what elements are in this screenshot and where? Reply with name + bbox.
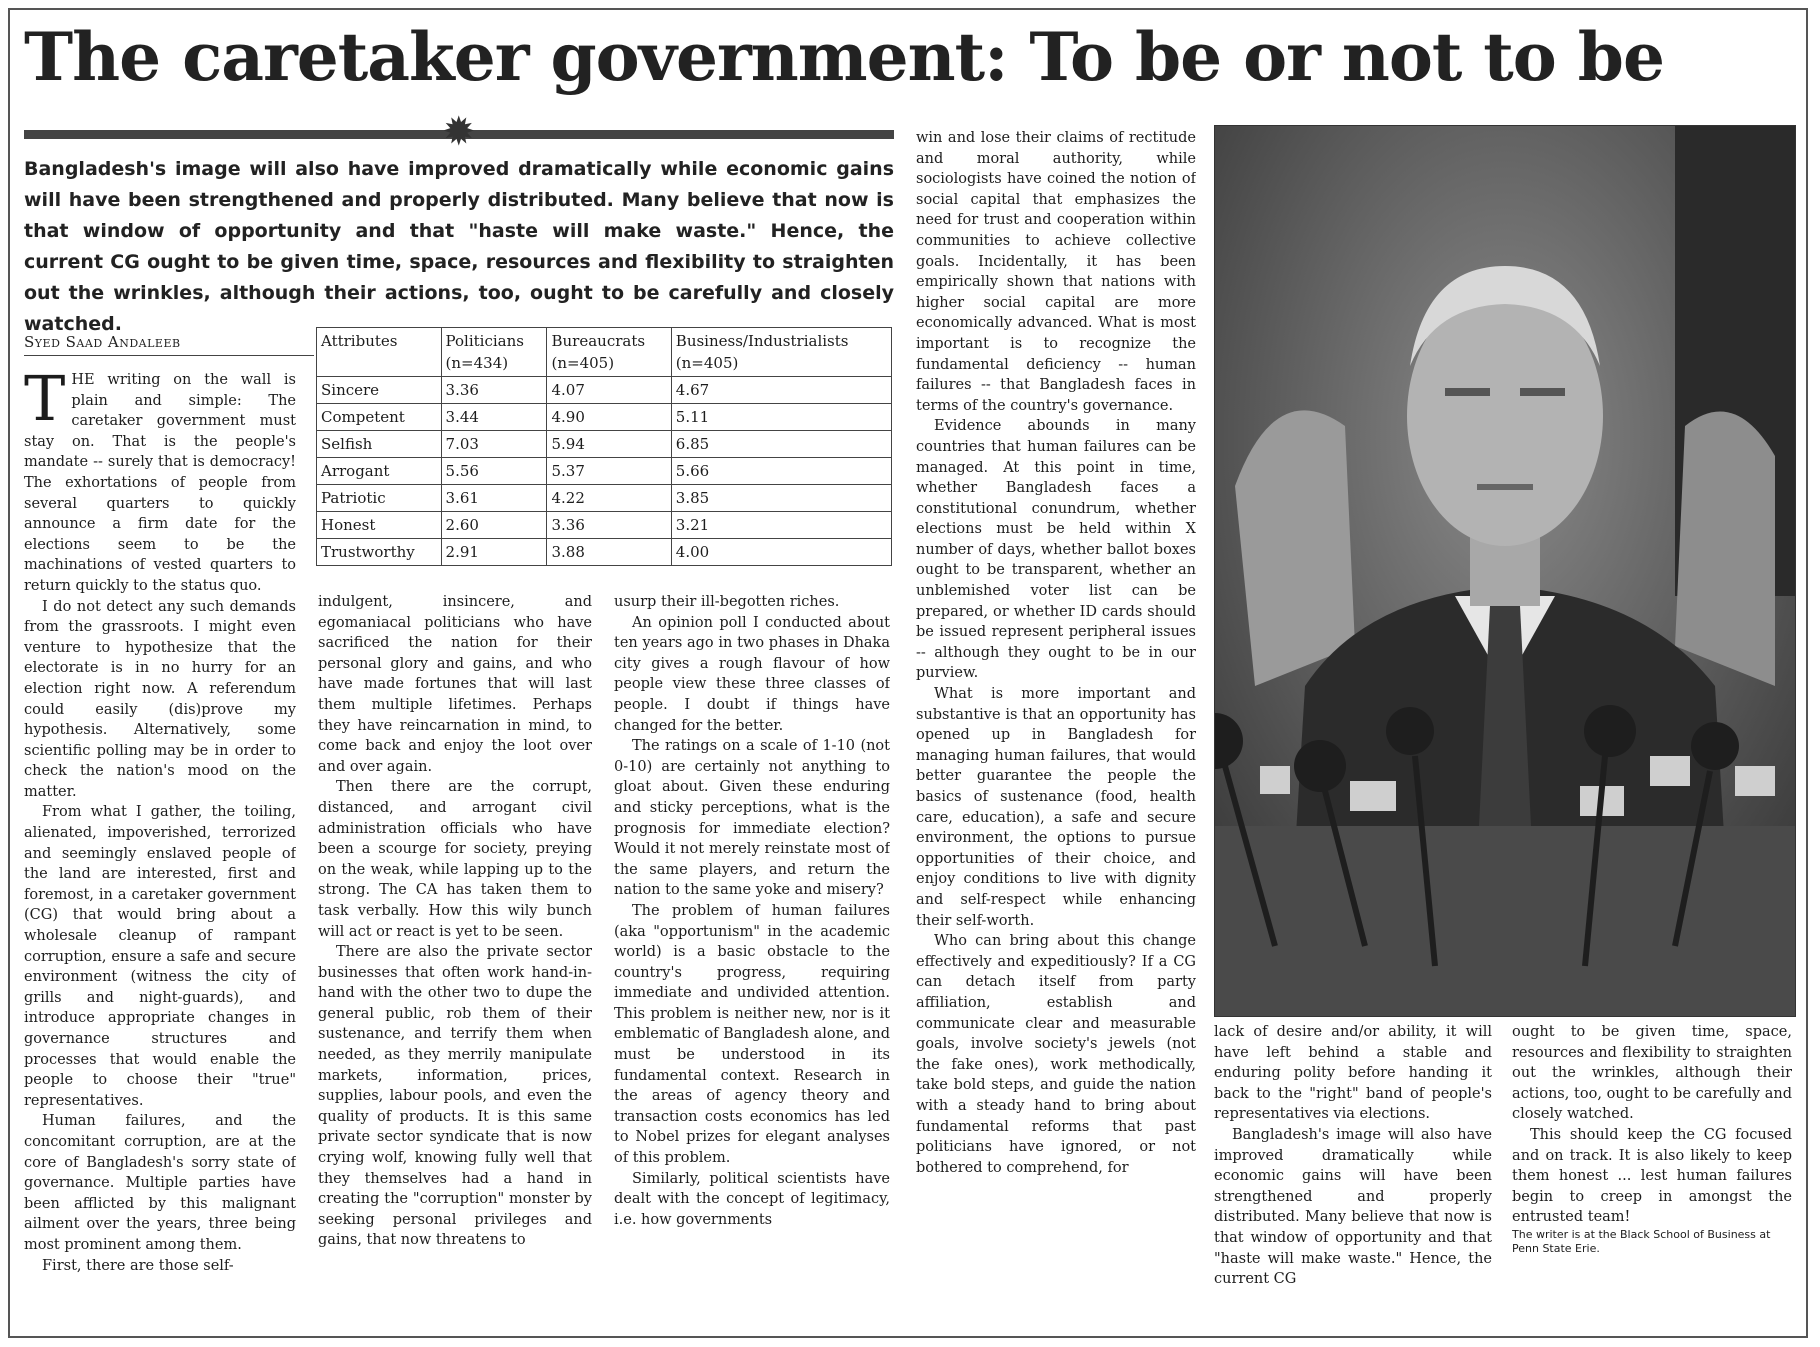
paragraph: This should keep the CG focused and on track. It is also likely to keep them honest ... lest human failures begin to creep in amongst the entrusted team! [1512, 1126, 1792, 1226]
article-column-3 [614, 592, 890, 1332]
table-cell: 7.03 [441, 431, 547, 458]
article-column-2 [318, 592, 592, 1332]
drop-cap: T [24, 370, 66, 435]
table-cell: Sincere [317, 377, 442, 404]
paragraph: win and lose their claims of rectitude and moral authority, while sociologists have coined the notion of social capital that emphasizes the need for trust and cooperation within communities to achieve collective goals. Incidentally, it has been empirically shown that nations with higher social capital are more economically advanced. What is most important is to recognize the fundamental deficiency -- human failures -- that Bangladesh faces in terms of the country's governance. [916, 130, 1196, 414]
table-cell: 5.66 [671, 458, 891, 485]
paragraph: THE writing on the wall is plain and simple: The caretaker government must stay on. That is the people's mandate -- surely that is democracy! The exhortations of people from several quarters to quickly announce a firm date for the elections seem to be the machinations of vested quarters to return quickly to the status quo. [24, 370, 296, 594]
table-cell: 4.07 [547, 377, 671, 404]
table-row [317, 539, 892, 566]
paragraph: The problem of human failures (aka "opportunism" in the academic world) is a basic obstacle to the country's progress, requiring immediate and undivided attention. This problem is neither new, nor is it emblematic of Bangladesh alone, and must be understood in its fundamental context. Research in the areas of agency theory and transaction costs economics has led to Nobel prizes for elegant analyses of this problem. [614, 902, 890, 1167]
table-cell: Patriotic [317, 485, 442, 512]
ratings-table [316, 327, 892, 566]
table-cell: Competent [317, 404, 442, 431]
table-cell: Trustworthy [317, 539, 442, 566]
table-cell: 2.91 [441, 539, 547, 566]
table-cell: 3.88 [547, 539, 671, 566]
table-cell: 4.67 [671, 377, 891, 404]
table-cell: 3.44 [441, 404, 547, 431]
table-header-cell: Politicians (n=434) [441, 328, 547, 377]
paragraph: Evidence abounds in many countries that human failures can be managed. At this point in time, whether Bangladesh faces a constitutional conundrum, whether elections must be held within X number of days, whether ballot boxes ought to be transparent, whether an unblemished voter list can be prepared, or whether ID cards should be issued represent peripheral issues -- although they ought to be in our purview. [916, 418, 1196, 682]
table-cell: 3.21 [671, 512, 891, 539]
paragraph: usurp their ill-begotten riches. [614, 594, 840, 610]
byline: Syed Saad Andaleeb [24, 333, 314, 356]
portrait-photo [1214, 125, 1796, 1017]
starburst-icon: ✹ [442, 109, 476, 155]
headline: The caretaker government: To be or not to be [24, 18, 1664, 96]
table-cell: 4.00 [671, 539, 891, 566]
table-cell: Selfish [317, 431, 442, 458]
table-cell: 3.36 [441, 377, 547, 404]
table-cell: 4.90 [547, 404, 671, 431]
table-cell: 3.61 [441, 485, 547, 512]
table-header-cell: Attributes [317, 328, 442, 377]
table-cell: 6.85 [671, 431, 891, 458]
table-cell: 5.94 [547, 431, 671, 458]
paragraph: Bangladesh's image will also have improved dramatically while economic gains will have been strengthened and properly distributed. Many believe that now is that window of opportunity and that "haste will make waste." Hence, the current CG [1214, 1126, 1492, 1288]
article-column-4 [916, 128, 1196, 1330]
table-cell: Arrogant [317, 458, 442, 485]
author-note: The writer is at the Black School of Business at Penn State Erie. [1512, 1227, 1771, 1255]
paragraph: lack of desire and/or ability, it will have left behind a stable and enduring polity before handing it back to the "right" band of people's representatives via elections. [1214, 1024, 1492, 1123]
paragraph: Then there are the corrupt, distanced, and arrogant civil administration officials who have been a scourge for society, preying on the weak, while lapping up to the strong. The CA has taken them to task verbally. How this wily bunch will act or react is yet to be seen. [318, 779, 592, 940]
paragraph: The ratings on a scale of 1-10 (not 0-10) are certainly not anything to gloat about. Given these enduring and sticky perceptions, what is the prognosis for immediate election? Would it not merely reinstate most of the same players, and return the nation to the same yoke and misery? [614, 738, 890, 899]
paragraph: Human failures, and the concomitant corruption, are at the core of Bangladesh's sorry state of governance. Multiple parties have been afflicted by this malignant ailment over the years, three being most prominent among them. [24, 1113, 296, 1253]
paragraph: What is more important and substantive is that an opportunity has opened up in Bangladesh for managing human failures, that would better guarantee the people the basics of sustenance (food, health care, education), a safe and secure environment, the options to pursue opportunities of their choice, and enjoy conditions to live with dignity and self-respect while enhancing their self-worth. [916, 686, 1196, 929]
paragraph: Who can bring about this change effectively and expeditiously? If a CG can detach itself from party affiliation, establish and communicate clear and measurable goals, involve society's jewels (not the fake ones), work methodically, take bold steps, and guide the nation with a steady hand to bring about fundamental reforms that past politicians have ignored, or not bothered to comprehend, for [916, 933, 1196, 1176]
table-row [317, 377, 892, 404]
table-header-cell: Bureaucrats (n=405) [547, 328, 671, 377]
table-row [317, 458, 892, 485]
paragraph: First, there are those self- [42, 1257, 234, 1274]
table-row [317, 512, 892, 539]
paragraph: There are also the private sector businesses that often work hand-in-hand with the other two to dupe the general public, rob them of their sustenance, and terrify them when needed, as they merrily manipulate markets, information, prices, supplies, labour pools, and even the quality of products. It is this same private sector syndicate that is now crying wolf, knowing fully well that they themselves had a hand in creating the "corruption" monster by seeking personal privileges and gains, that now threatens to [318, 944, 592, 1249]
table-header-cell: Business/Industrialists (n=405) [671, 328, 891, 377]
paragraph: indulgent, insincere, and egomaniacal politicians who have sacrificed the nation for their personal glory and gains, and who have made fortunes that will last them multiple lifetimes. Perhaps they have reincarnation in mind, to come back and enjoy the loot over and over again. [318, 594, 592, 775]
article-column-1 [24, 370, 296, 1330]
table-header-row [317, 328, 892, 377]
standfirst: Bangladesh's image will also have improved dramatically while economic gains will have been strengthened and properly distributed. Many believe that now is that window of opportunity and that "haste will make waste." Hence, the current CG ought to be given time, space, resources and flexibility to straighten out the wrinkles, although their actions, too, ought to be carefully and closely watched. [24, 158, 894, 335]
paragraph: From what I gather, the toiling, alienated, impoverished, terrorized and seemingly enslaved people of the land are interested, first and foremost, in a caretaker government (CG) that would bring about a wholesale cleanup of rampant corruption, ensure a safe and secure environment (witness the city of grills and night-guards), and introduce appropriate changes in governance structures and processes that would enable the people to choose their "true" representatives. [24, 804, 296, 1109]
table-cell: 4.22 [547, 485, 671, 512]
paragraph: I do not detect any such demands from the grassroots. I might even venture to hypothesize that the electorate is in no hurry for an election right now. A referendum could easily (dis)prove my hypothesis. Alternatively, some scientific polling may be in order to check the nation's mood on the matter. [24, 598, 296, 800]
paragraph: Similarly, political scientists have dealt with the concept of legitimacy, i.e. how governments [614, 1170, 890, 1228]
table-cell: 5.56 [441, 458, 547, 485]
table-cell: 3.85 [671, 485, 891, 512]
table-cell: 2.60 [441, 512, 547, 539]
table-cell: 3.36 [547, 512, 671, 539]
table-row [317, 404, 892, 431]
table-row [317, 431, 892, 458]
paragraph: An opinion poll I conducted about ten years ago in two phases in Dhaka city gives a rough flavour of how people view these three classes of people. I doubt if things have changed for the better. [614, 614, 890, 734]
table-cell: Honest [317, 512, 442, 539]
portrait-photo-illustration [1215, 126, 1795, 1016]
paragraph: ought to be given time, space, resources and flexibility to straighten out the wrinkles, although their actions, too, ought to be carefully and closely watched. [1512, 1024, 1792, 1123]
article-column-6 [1512, 1022, 1792, 1327]
table-cell: 5.37 [547, 458, 671, 485]
article-column-5 [1214, 1022, 1492, 1327]
table-row [317, 485, 892, 512]
table-cell: 5.11 [671, 404, 891, 431]
